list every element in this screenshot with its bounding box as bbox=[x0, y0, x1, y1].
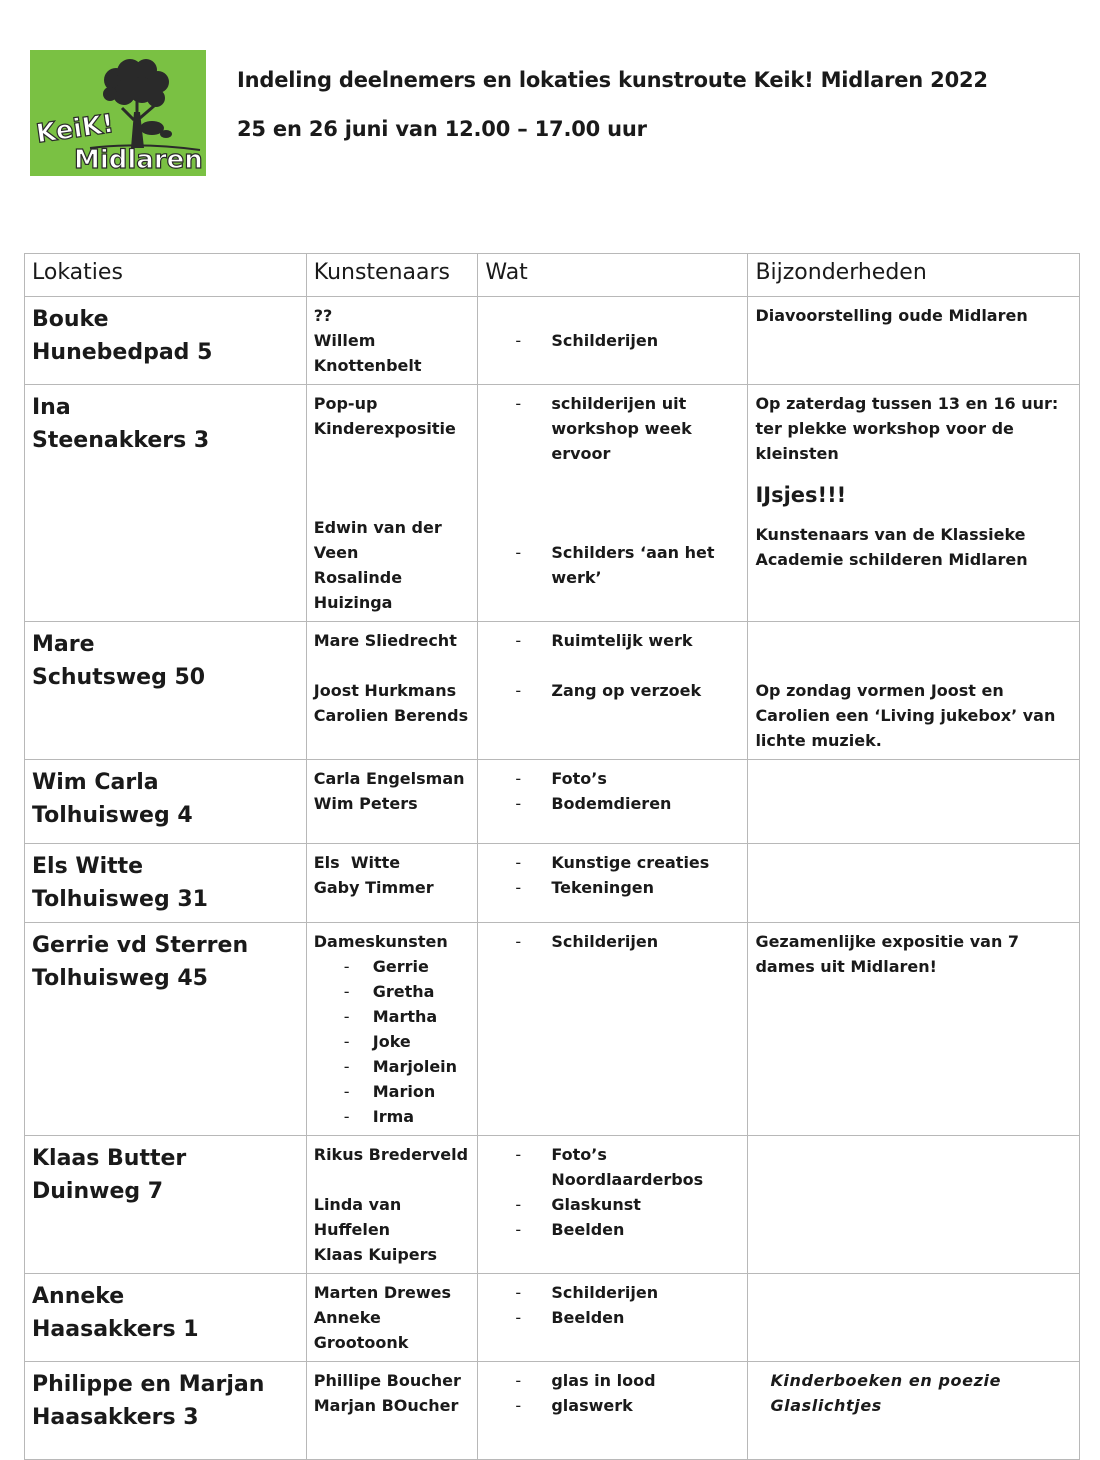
location-name: Wim Carla bbox=[32, 770, 159, 795]
note-text: Gezamenlijke expositie van 7 dames uit Midlaren! bbox=[755, 932, 1020, 976]
column-header: Kunstenaars bbox=[306, 254, 478, 297]
location-address: Steenakkers 3 bbox=[32, 428, 210, 453]
notes-cell bbox=[748, 622, 1080, 760]
artist-name: Rosalinde Huizinga bbox=[313, 568, 403, 612]
list-item: - Schilderijen bbox=[485, 328, 740, 353]
location-address: Tolhuisweg 45 bbox=[32, 966, 208, 991]
artist-name: ?? bbox=[313, 306, 333, 325]
location-address: Hunebedpad 5 bbox=[32, 340, 213, 365]
location-name: Gerrie vd Sterren bbox=[32, 933, 249, 958]
artist-name: Marten Drewes bbox=[313, 1283, 451, 1302]
location-cell bbox=[25, 297, 307, 385]
list-item: - Kunstige creaties bbox=[485, 850, 740, 875]
list-item: - glas in lood bbox=[485, 1368, 740, 1393]
table-row bbox=[25, 297, 1080, 385]
table-row bbox=[25, 844, 1080, 923]
table-row bbox=[25, 760, 1080, 844]
list-item: - Beelden bbox=[485, 1305, 740, 1330]
what-cell bbox=[478, 923, 748, 1136]
artist-name: Linda van Huffelen bbox=[313, 1195, 402, 1239]
what-cell bbox=[478, 1362, 748, 1460]
artist-name: Klaas Kuipers bbox=[313, 1245, 438, 1264]
list-item: - Bodemdieren bbox=[485, 791, 740, 816]
notes-cell bbox=[748, 923, 1080, 1136]
artists-cell bbox=[306, 622, 478, 760]
what-cell bbox=[478, 1274, 748, 1362]
what-cell bbox=[478, 1136, 748, 1274]
what-cell bbox=[478, 297, 748, 385]
location-address: Tolhuisweg 4 bbox=[32, 803, 193, 828]
location-cell bbox=[25, 923, 307, 1136]
list-item: - Joke bbox=[314, 1029, 471, 1054]
locations-table bbox=[24, 253, 1080, 1460]
list-item: - Marion bbox=[314, 1079, 471, 1104]
list-item: - Foto’s bbox=[485, 766, 740, 791]
location-cell bbox=[25, 760, 307, 844]
list-item: - Irma bbox=[314, 1104, 471, 1129]
location-cell bbox=[25, 1136, 307, 1274]
artist-name: Carla Engelsman bbox=[313, 769, 465, 788]
artist-name: Pop-up bbox=[313, 394, 378, 413]
location-cell bbox=[25, 385, 307, 622]
tree-icon bbox=[30, 50, 206, 176]
note-text: Glaslichtjes bbox=[770, 1396, 882, 1415]
table-row bbox=[25, 385, 1080, 622]
page-title: Indeling deelnemers en lokaties kunstroute Keik! Midlaren 2022 bbox=[237, 68, 988, 92]
location-cell bbox=[25, 844, 307, 923]
location-name: Bouke bbox=[32, 307, 109, 332]
artist-name: Wim Peters bbox=[313, 794, 418, 813]
artist-name: Anneke Grootoonk bbox=[313, 1308, 409, 1352]
table-row bbox=[25, 622, 1080, 760]
location-address: Haasakkers 1 bbox=[32, 1317, 199, 1342]
location-name: Mare bbox=[32, 632, 95, 657]
location-name: Anneke bbox=[32, 1284, 125, 1309]
list-item: - Beelden bbox=[485, 1217, 740, 1242]
artists-cell bbox=[306, 1362, 478, 1460]
location-cell bbox=[25, 1274, 307, 1362]
artists-cell bbox=[306, 1136, 478, 1274]
note-highlight: IJsjes!!! bbox=[755, 483, 847, 507]
column-header: Lokaties bbox=[25, 254, 307, 297]
table-row bbox=[25, 1362, 1080, 1460]
page-subtitle: 25 en 26 juni van 12.00 – 17.00 uur bbox=[237, 117, 647, 141]
what-cell bbox=[478, 760, 748, 844]
what-cell bbox=[478, 385, 748, 622]
table-row bbox=[25, 1136, 1080, 1274]
note-text: Kinderboeken en poezie bbox=[770, 1371, 1002, 1390]
table-header-row bbox=[25, 254, 1080, 297]
what-cell bbox=[478, 844, 748, 923]
location-name: Philippe en Marjan bbox=[32, 1372, 265, 1397]
artists-cell bbox=[306, 1274, 478, 1362]
location-address: Duinweg 7 bbox=[32, 1179, 164, 1204]
artists-cell bbox=[306, 385, 478, 622]
list-item: - Ruimtelijk werk bbox=[485, 628, 740, 653]
artists-cell bbox=[306, 760, 478, 844]
notes-cell bbox=[748, 1274, 1080, 1362]
location-address: Tolhuisweg 31 bbox=[32, 887, 208, 912]
notes-cell bbox=[748, 297, 1080, 385]
artist-name: Kinderexpositie bbox=[313, 419, 456, 438]
list-item: - Gretha bbox=[314, 979, 471, 1004]
location-cell bbox=[25, 1362, 307, 1460]
location-address: Schutsweg 50 bbox=[32, 665, 206, 690]
notes-cell bbox=[748, 385, 1080, 622]
column-header: Bijzonderheden bbox=[748, 254, 1080, 297]
notes-cell bbox=[748, 1362, 1080, 1460]
notes-cell bbox=[748, 844, 1080, 923]
location-cell bbox=[25, 622, 307, 760]
artist-name: Els Witte bbox=[313, 853, 401, 872]
artist-name: Mare Sliedrecht bbox=[313, 631, 457, 650]
keik-midlaren-logo bbox=[30, 50, 206, 176]
artist-name: Carolien Berends bbox=[313, 706, 469, 725]
list-item: - Schilderijen bbox=[485, 1280, 740, 1305]
list-item: - glaswerk bbox=[485, 1393, 740, 1418]
artist-name: Phillipe Boucher bbox=[313, 1371, 461, 1390]
artists-cell bbox=[306, 844, 478, 923]
list-item: - Gerrie bbox=[314, 954, 471, 979]
artist-name: Edwin van der bbox=[313, 518, 442, 537]
location-name: Els Witte bbox=[32, 854, 144, 879]
location-address: Haasakkers 3 bbox=[32, 1405, 199, 1430]
notes-cell bbox=[748, 1136, 1080, 1274]
artist-group-name: Dameskunsten bbox=[313, 932, 448, 951]
list-item: - Schilders ‘aan het werk’ bbox=[485, 540, 740, 590]
note-text: Diavoorstelling oude Midlaren bbox=[755, 306, 1028, 325]
artists-cell bbox=[306, 923, 478, 1136]
list-item: - Schilderijen bbox=[485, 929, 740, 954]
location-name: Ina bbox=[32, 395, 71, 420]
what-cell bbox=[478, 622, 748, 760]
column-header: Wat bbox=[478, 254, 748, 297]
artists-cell bbox=[306, 297, 478, 385]
artist-name: Rikus Brederveld bbox=[313, 1145, 469, 1164]
notes-cell bbox=[748, 760, 1080, 844]
artist-name: Gaby Timmer bbox=[313, 878, 434, 897]
artist-name: Veen bbox=[313, 543, 359, 562]
list-item: - Foto’s Noordlaarderbos bbox=[485, 1142, 740, 1192]
artist-name: Willem Knottenbelt bbox=[313, 331, 422, 375]
logo-text-midlaren: Midlaren bbox=[74, 145, 203, 175]
list-item: - Tekeningen bbox=[485, 875, 740, 900]
note-text: Kunstenaars van de Klassieke Academie schilderen Midlaren bbox=[755, 525, 1028, 569]
list-item: - Zang op verzoek bbox=[485, 678, 740, 703]
list-item: - Marjolein bbox=[314, 1054, 471, 1079]
note-text: Op zondag vormen Joost en Carolien een ‘Living jukebox’ van lichte muziek. bbox=[755, 681, 1056, 750]
list-item: - Glaskunst bbox=[485, 1192, 740, 1217]
artist-name: Marjan BOucher bbox=[313, 1396, 459, 1415]
table-row bbox=[25, 923, 1080, 1136]
list-item: - schilderijen uit workshop week ervoor bbox=[485, 391, 740, 466]
table-row bbox=[25, 1274, 1080, 1362]
location-name: Klaas Butter bbox=[32, 1146, 187, 1171]
logo-text-keik: KeiK! bbox=[34, 108, 116, 150]
artist-name: Joost Hurkmans bbox=[313, 681, 457, 700]
note-text: Op zaterdag tussen 13 en 16 uur: ter plekke workshop voor de kleinsten bbox=[755, 394, 1059, 463]
list-item: - Martha bbox=[314, 1004, 471, 1029]
